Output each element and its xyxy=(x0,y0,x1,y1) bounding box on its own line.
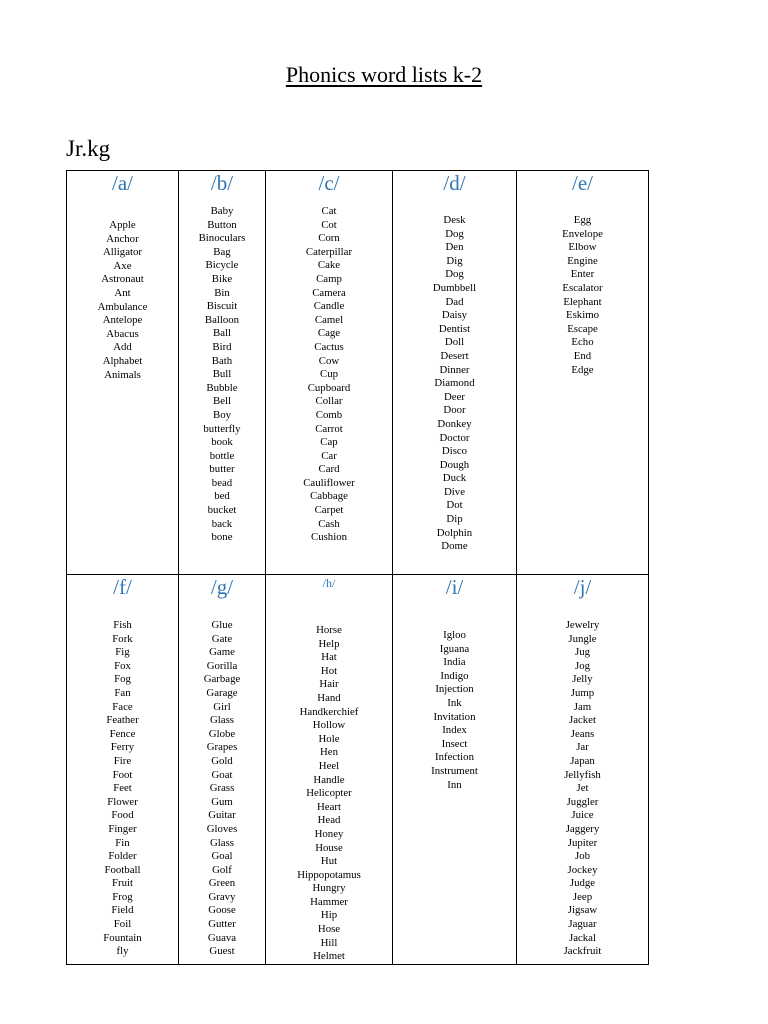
word-item: Feather xyxy=(106,714,139,727)
word-item: Jewelry xyxy=(565,619,600,631)
word-item: Ink xyxy=(447,696,462,709)
word-item: Enter xyxy=(570,268,595,281)
word-item: Gum xyxy=(211,795,233,808)
word-item: bucket xyxy=(207,504,237,517)
word-item: back xyxy=(211,517,233,530)
word-item: Job xyxy=(575,850,590,863)
word-item: Index xyxy=(442,724,467,737)
word-item: Helicopter xyxy=(306,787,352,800)
column-c xyxy=(266,171,393,575)
word-item: Hat xyxy=(321,651,337,664)
word-item: Hose xyxy=(317,923,341,936)
table-row xyxy=(67,171,649,575)
word-item: Dolphin xyxy=(436,526,473,539)
word-item: Injection xyxy=(435,683,474,696)
word-item: Cake xyxy=(317,259,341,272)
word-item: Collar xyxy=(315,395,343,408)
word-item: Donkey xyxy=(437,417,472,430)
column-h xyxy=(266,575,393,965)
word-item: Gloves xyxy=(206,822,238,835)
word-item: Baby xyxy=(210,205,234,217)
word-item: Horse xyxy=(316,624,342,636)
word-item: Hippopotamus xyxy=(297,868,361,881)
word-item: Dinner xyxy=(439,363,470,376)
word-item: Dog xyxy=(445,227,464,240)
word-item: Hungry xyxy=(312,882,346,895)
word-item: Carpet xyxy=(314,504,344,517)
word-item: Card xyxy=(318,463,340,476)
word-item: Apple xyxy=(109,219,136,231)
word-item: Handkerchief xyxy=(299,705,359,718)
word-item: Eskimo xyxy=(566,309,599,322)
word-item: Candle xyxy=(313,300,345,313)
word-item: Jackfruit xyxy=(563,945,602,958)
word-item: Dough xyxy=(439,458,470,471)
table-row xyxy=(67,575,649,965)
word-item: Bin xyxy=(214,286,230,299)
word-item: Jigsaw xyxy=(567,904,598,917)
word-item: Daisy xyxy=(441,309,468,322)
word-item: Globe xyxy=(208,727,236,740)
column-header: /b/ xyxy=(210,171,234,195)
word-item: Car xyxy=(321,449,337,462)
word-item: Goat xyxy=(211,768,233,781)
word-item: Doll xyxy=(444,336,465,349)
word-item: Guitar xyxy=(208,809,236,822)
word-item: Instrument xyxy=(431,764,478,777)
word-item: Camera xyxy=(312,286,346,299)
word-item: Jar xyxy=(576,741,589,754)
word-item: Cap xyxy=(320,436,338,449)
word-item: Dome xyxy=(441,540,468,553)
word-item: Jungle xyxy=(568,632,597,645)
word-item: Hill xyxy=(320,936,338,949)
word-item: Bag xyxy=(213,245,231,258)
word-item: bed xyxy=(214,490,230,503)
word-item: Desert xyxy=(440,349,469,362)
word-item: Hole xyxy=(318,732,340,745)
column-e xyxy=(517,171,649,575)
word-list xyxy=(393,598,516,792)
word-item: Jug xyxy=(575,646,590,659)
column-b xyxy=(179,171,266,575)
word-item: Hand xyxy=(317,691,341,704)
word-item: Fork xyxy=(112,632,133,645)
column-d xyxy=(393,171,517,575)
word-item: Cupboard xyxy=(307,381,351,394)
column-header: /j/ xyxy=(573,575,592,599)
word-item: Juggler xyxy=(566,795,599,808)
word-item: Animals xyxy=(104,368,141,381)
word-item: Astronaut xyxy=(101,273,144,286)
word-item: Jet xyxy=(576,782,589,795)
word-item: Egg xyxy=(573,214,592,226)
word-item: butterfly xyxy=(203,422,241,435)
word-item: bottle xyxy=(209,449,235,462)
word-item: Envelope xyxy=(562,227,603,240)
word-list xyxy=(67,194,178,382)
word-item: Igloo xyxy=(443,629,466,641)
word-item: Guest xyxy=(209,945,235,958)
word-item: Comb xyxy=(315,408,343,421)
column-header: /e/ xyxy=(572,171,593,195)
word-list xyxy=(179,194,265,545)
column-header: /h/ xyxy=(322,576,336,590)
word-list xyxy=(179,598,265,959)
word-item: Echo xyxy=(571,336,594,349)
word-item: Fan xyxy=(114,686,131,699)
word-item: Antelope xyxy=(102,314,143,327)
word-item: Abacus xyxy=(106,327,139,340)
word-item: Head xyxy=(317,814,341,827)
word-item: Jump xyxy=(570,686,595,699)
word-item: Fox xyxy=(114,659,131,672)
word-item: Honey xyxy=(314,827,344,840)
word-item: Ball xyxy=(213,327,231,340)
word-item: Cactus xyxy=(314,340,344,353)
word-item: Bubble xyxy=(206,381,238,394)
word-item: Dip xyxy=(446,513,463,526)
word-item: Gravy xyxy=(208,890,236,903)
word-item: Duck xyxy=(442,472,467,485)
word-item: Hammer xyxy=(310,895,348,908)
column-f xyxy=(67,575,179,965)
word-item: Den xyxy=(445,241,464,254)
column-g xyxy=(179,575,266,965)
word-item: butter xyxy=(209,463,235,476)
column-header: /a/ xyxy=(112,171,133,195)
word-item: Cushion xyxy=(311,531,347,544)
word-item: Glass xyxy=(210,836,234,849)
word-item: Dog xyxy=(445,268,464,281)
word-item: Indigo xyxy=(440,669,469,682)
word-item: Cabbage xyxy=(310,490,348,503)
word-item: Jam xyxy=(573,700,592,713)
word-item: Foil xyxy=(113,918,132,931)
word-item: Jupiter xyxy=(567,836,598,849)
word-item: Jelly xyxy=(572,673,593,686)
word-item: Cot xyxy=(321,218,337,231)
word-item: Inn xyxy=(447,778,462,791)
word-item: Field xyxy=(111,904,134,917)
column-j xyxy=(517,575,649,965)
word-item: bead xyxy=(211,476,233,489)
word-item: House xyxy=(315,841,343,854)
word-item: Gutter xyxy=(208,918,236,931)
word-item: Bell xyxy=(213,395,231,408)
column-header: /d/ xyxy=(443,171,466,195)
word-item: Deer xyxy=(444,390,465,403)
word-item: Grapes xyxy=(206,741,238,754)
word-item: Gold xyxy=(211,754,233,767)
word-list xyxy=(266,598,392,964)
word-item: Jockey xyxy=(567,863,598,876)
column-header: /c/ xyxy=(318,171,340,195)
word-item: Folder xyxy=(108,850,137,863)
word-item: Button xyxy=(207,218,237,231)
word-item: Bull xyxy=(212,368,232,381)
word-item: Foot xyxy=(112,768,133,781)
word-item: Ambulance xyxy=(97,300,148,313)
word-item: Bicycle xyxy=(205,259,239,272)
section-heading: Jr.kg xyxy=(66,136,111,161)
word-item: Add xyxy=(113,341,132,354)
word-item: Dentist xyxy=(438,322,471,335)
word-item: Jeans xyxy=(570,727,595,740)
word-item: Alligator xyxy=(103,246,142,259)
word-item: Finger xyxy=(108,822,137,835)
word-item: Invitation xyxy=(433,710,476,723)
column-header: /g/ xyxy=(210,575,234,599)
word-item: Fig xyxy=(115,646,130,659)
word-list xyxy=(517,598,648,959)
word-item: Hollow xyxy=(312,719,346,732)
word-item: Bath xyxy=(211,354,233,367)
word-item: Green xyxy=(208,877,236,890)
word-item: Fire xyxy=(113,754,132,767)
column-a xyxy=(67,171,179,575)
word-item: Food xyxy=(111,809,134,822)
word-item: Axe xyxy=(113,259,132,272)
word-item: Fence xyxy=(109,727,136,740)
word-item: Caterpillar xyxy=(305,245,353,258)
word-item: Help xyxy=(318,637,340,650)
word-item: Hen xyxy=(320,746,338,759)
word-item: Glass xyxy=(210,714,234,727)
word-item: Disco xyxy=(441,445,468,458)
word-item: Hip xyxy=(320,909,338,922)
word-item: Hair xyxy=(319,678,339,691)
word-item: fly xyxy=(116,945,129,958)
word-item: bone xyxy=(211,531,233,544)
word-item: Heel xyxy=(318,759,340,772)
word-item: Jellyfish xyxy=(564,768,601,781)
word-item: Juice xyxy=(571,809,594,822)
word-item: Dot xyxy=(446,499,463,512)
word-item: Alphabet xyxy=(102,354,143,367)
word-item: book xyxy=(211,436,233,449)
word-item: Football xyxy=(104,863,141,876)
word-item: Goose xyxy=(208,904,236,917)
word-item: Corn xyxy=(318,232,340,245)
word-item: Bird xyxy=(212,340,232,353)
word-list xyxy=(266,194,392,545)
word-list xyxy=(517,194,648,377)
word-item: Dad xyxy=(445,295,464,308)
word-item: Infection xyxy=(435,751,474,764)
word-item: Anchor xyxy=(106,232,139,245)
word-item: Cauliflower xyxy=(303,476,355,489)
word-item: Iguana xyxy=(439,642,470,655)
word-item: Balloon xyxy=(204,313,240,326)
word-item: Cage xyxy=(317,327,341,340)
word-item: India xyxy=(443,656,466,669)
word-item: Escape xyxy=(567,322,598,335)
word-item: Dumbbell xyxy=(432,281,477,294)
word-item: Edge xyxy=(571,363,594,376)
word-item: Jackal xyxy=(569,931,596,944)
word-item: End xyxy=(573,349,592,362)
word-item: Biscuit xyxy=(206,300,238,313)
word-item: Hot xyxy=(320,664,338,677)
column-header: /i/ xyxy=(445,575,464,599)
word-item: Fin xyxy=(115,836,130,849)
word-item: Door xyxy=(443,404,466,417)
word-item: Engine xyxy=(567,254,598,267)
word-item: Jaguar xyxy=(568,918,597,931)
word-list xyxy=(393,194,516,554)
word-item: Golf xyxy=(212,863,232,876)
word-item: Girl xyxy=(213,700,231,713)
word-item: Cow xyxy=(318,354,340,367)
word-item: Hut xyxy=(320,855,338,868)
word-item: Fish xyxy=(113,619,132,631)
word-item: Heart xyxy=(317,800,341,813)
word-item: Dig xyxy=(446,254,463,267)
word-item: Binoculars xyxy=(198,232,246,245)
column-header: /f/ xyxy=(113,575,132,599)
column-i xyxy=(393,575,517,965)
word-item: Camp xyxy=(316,272,342,285)
page-title: Phonics word lists k-2 xyxy=(285,62,483,87)
word-item: Dive xyxy=(444,485,465,498)
word-item: Helmet xyxy=(313,950,345,963)
word-item: Japan xyxy=(570,754,595,767)
word-item: Diamond xyxy=(434,377,475,390)
word-list xyxy=(67,598,178,959)
word-item: Fruit xyxy=(112,877,133,890)
word-item: Bike xyxy=(211,272,233,285)
word-item: Jacket xyxy=(569,714,596,727)
word-item: Grass xyxy=(209,782,235,795)
phonics-table xyxy=(66,170,649,965)
word-item: Fog xyxy=(114,673,131,686)
word-item: Elbow xyxy=(568,241,597,254)
word-item: Elephant xyxy=(563,295,602,308)
word-item: Feet xyxy=(113,782,132,795)
word-item: Garbage xyxy=(203,673,241,686)
word-item: Jaggery xyxy=(565,822,600,835)
word-item: Camel xyxy=(314,313,344,326)
word-item: Escalator xyxy=(562,281,603,294)
word-item: Game xyxy=(209,646,235,659)
word-item: Gorilla xyxy=(206,659,238,672)
word-item: Gate xyxy=(211,632,233,645)
word-item: Carrot xyxy=(315,422,343,435)
word-item: Jeep xyxy=(572,890,593,903)
word-item: Cup xyxy=(320,368,338,381)
word-item: Boy xyxy=(213,408,231,421)
word-item: Face xyxy=(112,700,133,713)
word-item: Fountain xyxy=(103,931,142,944)
word-item: Cat xyxy=(321,205,337,217)
word-item: Judge xyxy=(569,877,596,890)
word-item: Garage xyxy=(206,686,238,699)
word-item: Cash xyxy=(318,517,340,530)
word-item: Goal xyxy=(211,850,233,863)
word-item: Flower xyxy=(107,795,138,808)
word-item: Guava xyxy=(207,931,237,944)
word-item: Glue xyxy=(211,619,233,631)
word-item: Ferry xyxy=(110,741,135,754)
word-item: Frog xyxy=(112,890,133,903)
word-item: Ant xyxy=(114,286,131,299)
word-item: Jog xyxy=(575,659,590,672)
word-item: Handle xyxy=(313,773,345,786)
word-item: Doctor xyxy=(439,431,470,444)
word-item: Desk xyxy=(443,214,466,226)
word-item: Insect xyxy=(441,737,468,750)
